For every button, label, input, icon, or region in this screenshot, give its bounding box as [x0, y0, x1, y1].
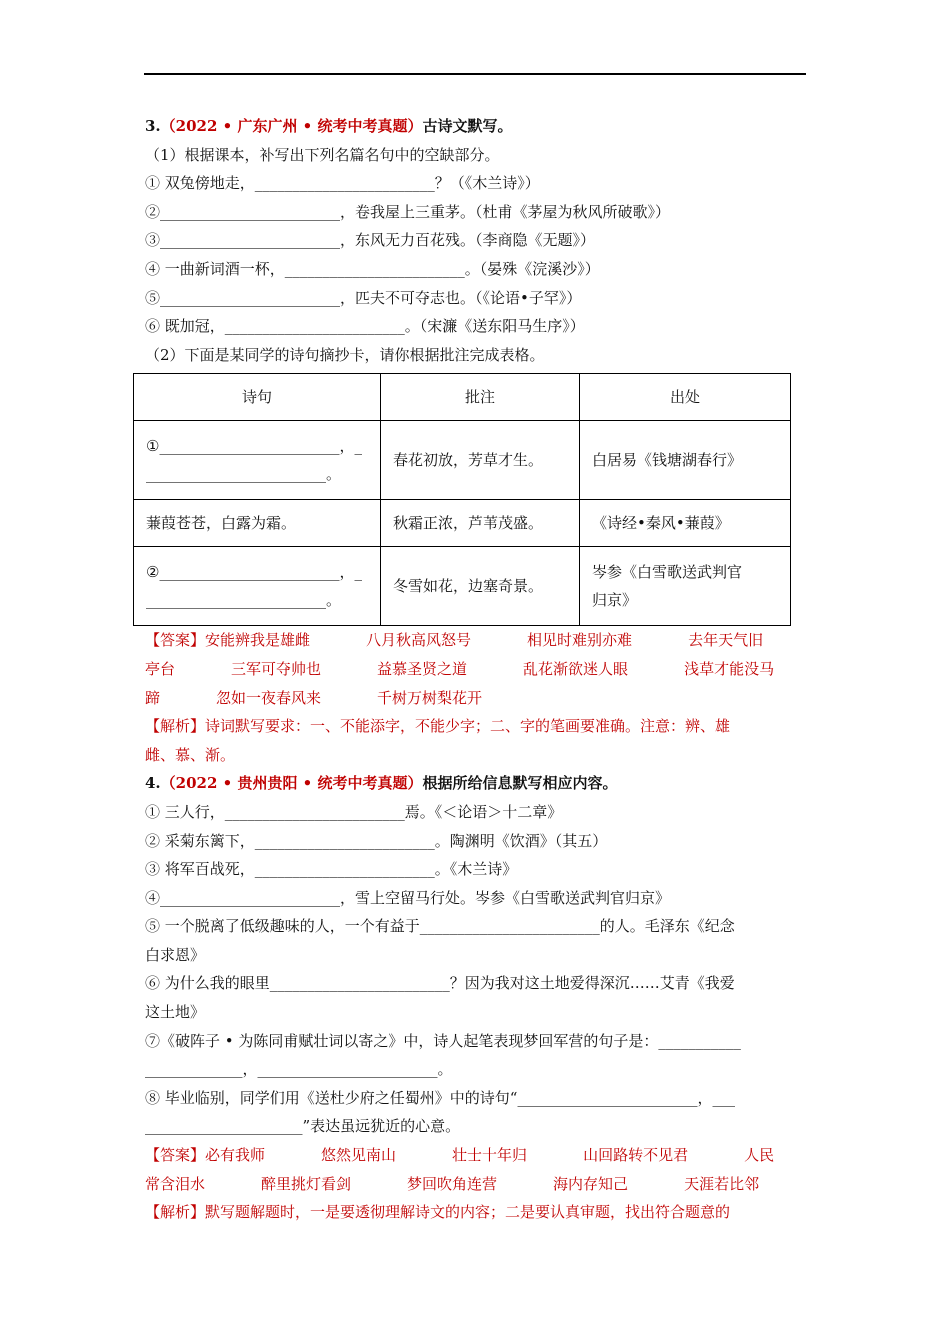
answer-item: 人民 — [744, 1146, 775, 1165]
answer-item: 去年天气旧 — [688, 631, 764, 650]
q4-source: （2022 • 贵州贵阳 • 统考中考真题） — [160, 774, 423, 793]
note-cell: 秋霜正浓，芦苇茂盛。 — [381, 500, 580, 547]
q4-number: 4. — [145, 774, 161, 793]
q3-item: ③________________________，东风无力百花残。（李商隐《无题》） — [145, 231, 596, 250]
q4-item: ② 采菊东篱下，________________________。陶渊明《饮酒》（其五） — [145, 831, 608, 850]
q3-item: ④ 一曲新词酒一杯，________________________。（晏殊《浣溪沙》） — [145, 259, 600, 278]
q3-title: 古诗文默写。 — [422, 117, 513, 135]
source-cell: 《诗经•秦风•蒹葭》 — [580, 500, 791, 547]
q4-item: ⑧ 毕业临别，同学们用《送杜少府之任蜀州》中的诗句“________________________，___ — [145, 1088, 735, 1107]
q4-item-cont: _____________，________________________。 — [145, 1060, 453, 1079]
q3-heading — [145, 112, 807, 141]
q4-item-cont: 这土地》 — [145, 1003, 206, 1022]
q3-analysis-cont: 雌、慕、渐。 — [145, 745, 236, 764]
table-row — [134, 500, 791, 547]
q4-item: ⑤ 一个脱离了低级趣味的人，一个有益于________________________的人。毛泽东《纪念 — [145, 917, 735, 936]
q3-item: ⑥ 既加冠，________________________。（宋濂《送东阳马生序》） — [145, 317, 585, 336]
table-row — [134, 421, 791, 500]
header-rule — [144, 73, 806, 75]
answer-item: 蹄 — [145, 688, 161, 707]
answer-item: 壮士十年归 — [452, 1146, 528, 1165]
analysis-label: 【解析】 — [145, 1203, 206, 1222]
header-poem: 诗句 — [134, 374, 381, 421]
q4-item: ① 三人行，________________________焉。《＜论语＞十二章》 — [145, 802, 563, 821]
poem-blank-line: ________________________。 — [146, 591, 342, 610]
q3-answer-line — [145, 626, 807, 655]
q4-item-cont: 白求恩》 — [145, 945, 206, 964]
q4-item: ③ 将军百战死，________________________。《木兰诗》 — [145, 860, 518, 879]
poem-cell: 蒹葭苍苍，白露为霜。 — [134, 500, 381, 547]
answer-label: 【答案】 — [145, 631, 206, 650]
answer-item: 亭台 — [145, 659, 176, 678]
q3-number: 3. — [145, 117, 161, 135]
q3-part2-instruction: （2）下面是某同学的诗句摘抄卡，请你根据批注完成表格。 — [145, 345, 545, 364]
answer-item: 浅草才能没马 — [684, 659, 775, 678]
q4-item: ⑥ 为什么我的眼里________________________？因为我对这土地爱得深沉……艾青《我爱 — [145, 974, 735, 993]
answer-item: 悠然见南山 — [321, 1146, 397, 1165]
answer-item: 海内存知己 — [553, 1174, 629, 1193]
header-note: 批注 — [381, 374, 580, 421]
analysis-text: 诗词默写要求：一、不能添字，不能少字；二、字的笔画要准确。注意：辨、雄 — [205, 717, 731, 736]
source-line: 归京》 — [592, 591, 638, 610]
answer-item: 益慕圣贤之道 — [377, 659, 468, 678]
answer-item: 八月秋高风怒号 — [366, 631, 472, 650]
source-cell — [580, 547, 791, 626]
poem-cell — [134, 547, 381, 626]
q4-title: 根据所给信息默写相应内容。 — [422, 774, 618, 793]
note-cell: 春花初放，芳草才生。 — [381, 421, 580, 500]
answer-label: 【答案】 — [145, 1146, 206, 1165]
q3-item: ⑤________________________，匹夫不可夺志也。（《论语•子罕》） — [145, 288, 582, 307]
q4-heading — [145, 769, 807, 798]
q4-item-cont: _____________________”表达虽远犹近的心意。 — [145, 1117, 461, 1136]
analysis-text: 默写题解题时，一是要透彻理解诗文的内容；二是要认真审题，找出符合题意的 — [205, 1203, 731, 1222]
q4-answer-line — [145, 1170, 807, 1199]
answer-item: 相见时难别亦难 — [527, 631, 633, 650]
answer-item: 三军可夺帅也 — [231, 659, 322, 678]
q3-answer-line — [145, 684, 807, 713]
table-row — [134, 547, 791, 626]
q3-item: ① 双兔傍地走，________________________？（《木兰诗》） — [145, 174, 540, 193]
source-line: 岑参《白雪歌送武判官 — [592, 563, 743, 582]
poem-blank-line: ②________________________，_ — [146, 563, 362, 582]
q3-part1-instruction: （1）根据课本，补写出下列名篇名句中的空缺部分。 — [145, 145, 500, 164]
q3-analysis — [145, 712, 807, 741]
answer-item: 山回路转不见君 — [583, 1146, 689, 1165]
q4-item: ⑦《破阵子 • 为陈同甫赋壮词以寄之》中，诗人起笔表现梦回军营的句子是：___________ — [145, 1031, 741, 1050]
answer-item: 必有我师 — [205, 1146, 266, 1165]
poem-blank-line: ①________________________，_ — [146, 437, 362, 456]
poem-blank-line: ________________________。 — [146, 465, 342, 484]
q3-item: ②________________________，卷我屋上三重茅。（杜甫《茅屋为秋风所破歌》） — [145, 202, 671, 221]
q3-source: （2022 • 广东广州 • 统考中考真题） — [160, 117, 423, 135]
poem-card-table — [133, 373, 791, 626]
q4-answer-line — [145, 1141, 807, 1170]
page-content — [145, 112, 807, 1227]
note-cell: 冬雪如花，边塞奇景。 — [381, 547, 580, 626]
answer-item: 梦回吹角连营 — [407, 1174, 498, 1193]
table-header-row — [134, 374, 791, 421]
answer-item: 千树万树梨花开 — [377, 688, 483, 707]
q3-answer-line — [145, 655, 807, 684]
answer-item: 忽如一夜春风来 — [216, 688, 322, 707]
answer-item: 乱花渐欲迷人眼 — [523, 659, 629, 678]
analysis-label: 【解析】 — [145, 717, 206, 736]
answer-item: 常含泪水 — [145, 1174, 206, 1193]
poem-cell — [134, 421, 381, 500]
answer-item: 天涯若比邻 — [684, 1174, 760, 1193]
q4-item: ④________________________，雪上空留马行处。岑参《白雪歌送武判官归京》 — [145, 888, 671, 907]
q4-analysis — [145, 1198, 807, 1227]
answer-item: 醉里挑灯看剑 — [261, 1174, 352, 1193]
source-cell: 白居易《钱塘湖春行》 — [580, 421, 791, 500]
header-source: 出处 — [580, 374, 791, 421]
answer-item: 安能辨我是雄雌 — [205, 631, 311, 650]
